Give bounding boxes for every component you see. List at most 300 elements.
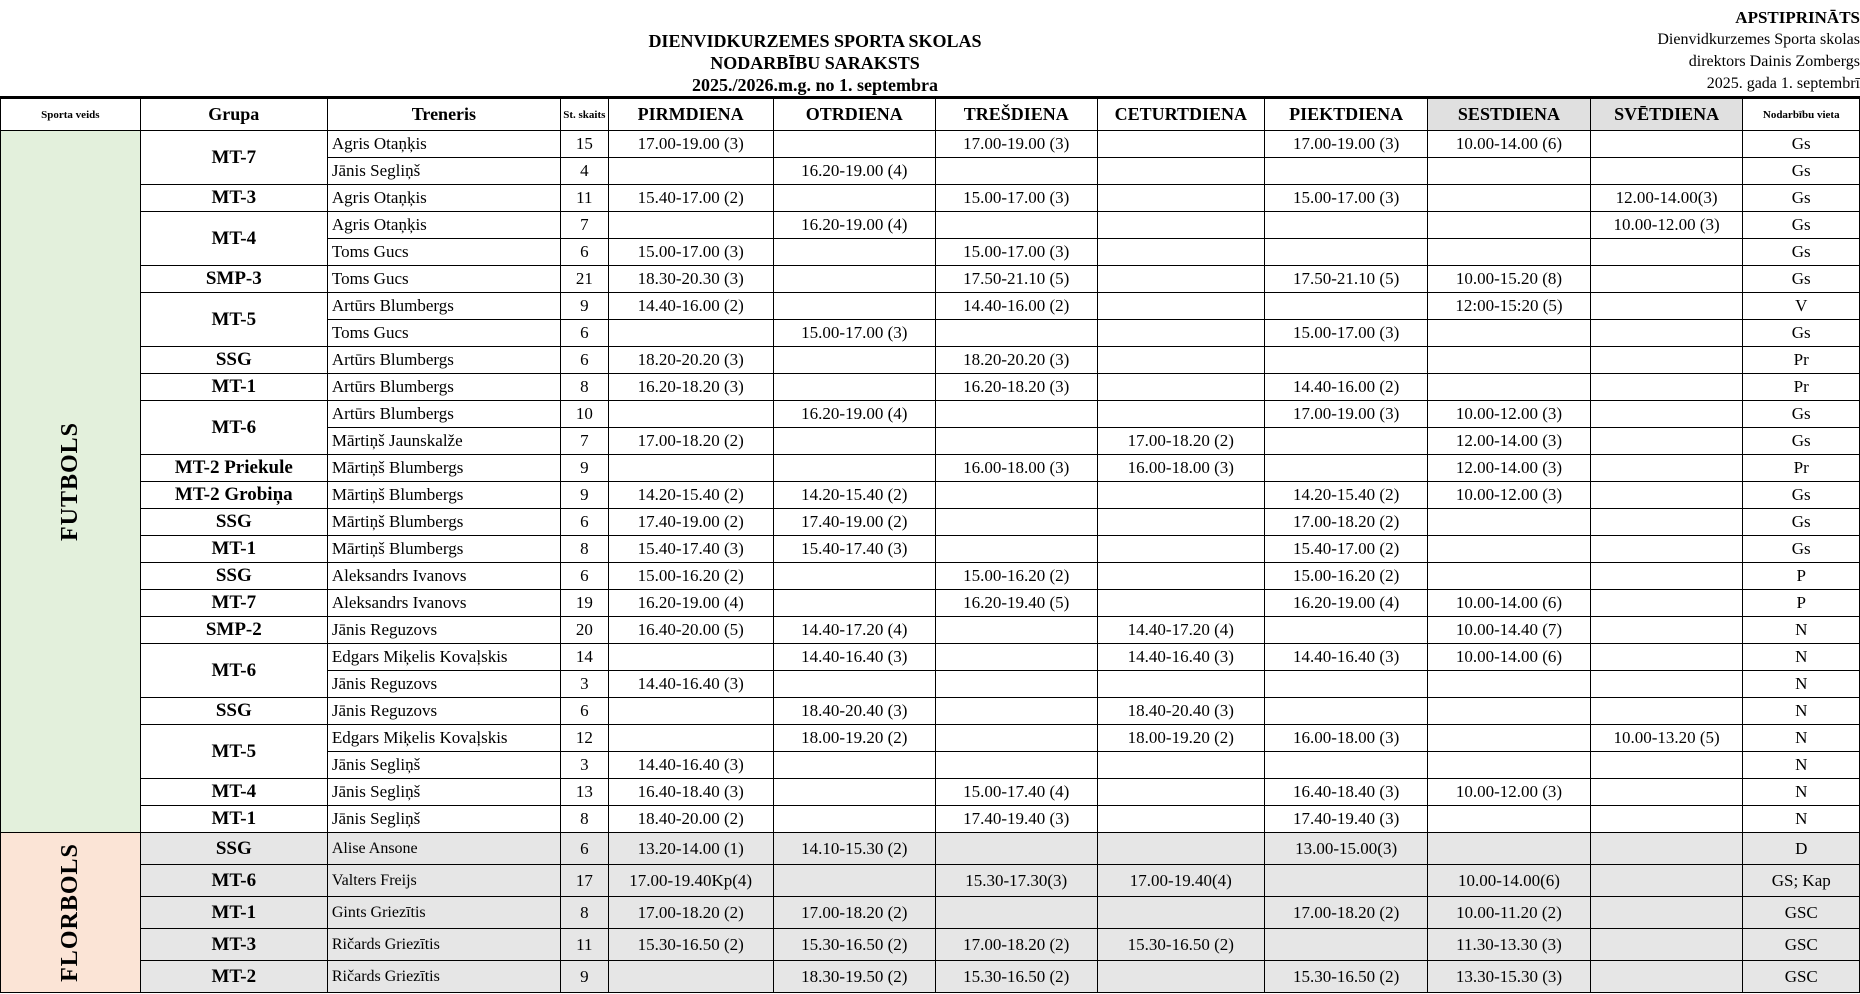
time-cell: 14.40-16.00 (2) [1265,374,1428,401]
time-cell: 17.40-19.00 (2) [608,509,773,536]
coach-cell: Valters Freijs [327,865,560,897]
group-cell: SMP-2 [140,617,327,644]
time-cell: 12.00-14.00(3) [1590,185,1743,212]
col-thursday: CETURTDIENA [1097,98,1265,131]
time-cell [773,865,935,897]
group-cell: MT-5 [140,293,327,347]
place-cell: GS; Kap [1743,865,1860,897]
time-cell [935,617,1097,644]
time-cell [1428,671,1591,698]
time-cell: 13.30-15.30 (3) [1428,961,1591,993]
time-cell: 14.20-15.40 (2) [773,482,935,509]
time-cell [608,961,773,993]
time-cell: 15.00-17.40 (4) [935,779,1097,806]
time-cell [1428,212,1591,239]
time-cell: 14.20-15.40 (2) [608,482,773,509]
table-row [1,185,1860,212]
time-cell [1097,752,1265,779]
time-cell [1265,929,1428,961]
group-cell: MT-2 Grobiņa [140,482,327,509]
time-cell [1428,347,1591,374]
coach-cell: Aleksandrs Ivanovs [327,563,560,590]
time-cell [608,158,773,185]
time-cell: 14.40-17.20 (4) [773,617,935,644]
time-cell: 16.20-19.00 (4) [608,590,773,617]
sport-futbols [1,131,141,833]
table-row [1,865,1860,897]
time-cell [1097,482,1265,509]
title-school: DIENVIDKURZEMES SPORTA SKOLAS [648,31,982,51]
time-cell [1590,644,1743,671]
count-cell: 13 [560,779,608,806]
time-cell [1590,671,1743,698]
time-cell: 10.00-15.20 (8) [1428,266,1591,293]
title-period: 2025./2026.m.g. no 1. septembra [692,75,938,95]
time-cell: 15.40-17.40 (3) [773,536,935,563]
time-cell: 12.00-14.00 (3) [1428,428,1591,455]
time-cell [1590,833,1743,865]
time-cell: 10.00-14.00 (6) [1428,590,1591,617]
time-cell [935,482,1097,509]
group-cell: SSG [140,698,327,725]
place-cell: N [1743,617,1860,644]
place-cell: Pr [1743,374,1860,401]
table-row [1,347,1860,374]
table-row [1,698,1860,725]
place-cell: N [1743,779,1860,806]
col-place: Nodarbību vieta [1743,98,1860,131]
coach-cell: Agris Otaņķis [327,185,560,212]
count-cell: 8 [560,536,608,563]
time-cell: 17.00-19.00 (3) [1265,131,1428,158]
group-cell: SMP-3 [140,266,327,293]
time-cell [608,320,773,347]
place-cell: Gs [1743,509,1860,536]
place-cell: N [1743,806,1860,833]
count-cell: 9 [560,482,608,509]
time-cell [1265,212,1428,239]
time-cell: 17.00-18.20 (2) [773,897,935,929]
time-cell [1097,806,1265,833]
time-cell [1590,779,1743,806]
time-cell [773,752,935,779]
time-cell: 10.00-12.00 (3) [1428,779,1591,806]
time-cell: 16.20-19.40 (5) [935,590,1097,617]
group-cell: MT-1 [140,536,327,563]
time-cell [1590,563,1743,590]
coach-cell: Aleksandrs Ivanovs [327,590,560,617]
time-cell [1097,833,1265,865]
time-cell [935,401,1097,428]
place-cell: GSC [1743,929,1860,961]
time-cell: 10.00-14.00 (6) [1428,644,1591,671]
coach-cell: Artūrs Blumbergs [327,401,560,428]
time-cell [1428,833,1591,865]
col-friday: PIEKTDIENA [1265,98,1428,131]
count-cell: 11 [560,185,608,212]
table-header [1,98,1860,131]
time-cell [1097,374,1265,401]
time-cell [608,644,773,671]
place-cell: N [1743,698,1860,725]
time-cell: 14.40-17.20 (4) [1097,617,1265,644]
time-cell [1428,374,1591,401]
time-cell [1265,617,1428,644]
count-cell: 8 [560,897,608,929]
time-cell: 17.00-19.40Kp(4) [608,865,773,897]
time-cell [1265,158,1428,185]
time-cell: 10.00-12.00 (3) [1428,401,1591,428]
time-cell: 15.30-16.50 (2) [1265,961,1428,993]
time-cell [935,428,1097,455]
time-cell [1428,752,1591,779]
group-cell: MT-1 [140,806,327,833]
time-cell: 16.20-18.20 (3) [935,374,1097,401]
time-cell [1428,806,1591,833]
coach-cell: Toms Gucs [327,320,560,347]
time-cell [935,725,1097,752]
time-cell [1428,698,1591,725]
time-cell [1265,698,1428,725]
time-cell: 15.00-17.00 (3) [608,239,773,266]
time-cell [1590,374,1743,401]
table-row [1,536,1860,563]
coach-cell: Mārtiņš Blumbergs [327,509,560,536]
count-cell: 3 [560,752,608,779]
count-cell: 21 [560,266,608,293]
count-cell: 8 [560,374,608,401]
table-row [1,725,1860,752]
time-cell [1097,212,1265,239]
time-cell [935,897,1097,929]
table-row [1,644,1860,671]
time-cell [1428,185,1591,212]
time-cell: 16.20-19.00 (4) [1265,590,1428,617]
count-cell: 17 [560,865,608,897]
time-cell: 10.00-14.00(6) [1428,865,1591,897]
group-cell: MT-7 [140,590,327,617]
time-cell: 17.00-18.20 (2) [1097,428,1265,455]
count-cell: 7 [560,212,608,239]
time-cell: 17.40-19.40 (3) [935,806,1097,833]
group-cell: SSG [140,563,327,590]
col-count: St. skaits [560,98,608,131]
time-cell: 15.30-16.50 (2) [935,961,1097,993]
time-cell [773,131,935,158]
table-row [1,401,1860,428]
time-cell [1590,428,1743,455]
time-cell [1590,455,1743,482]
time-cell [1097,536,1265,563]
time-cell: 14.40-16.00 (2) [608,293,773,320]
time-cell [773,239,935,266]
count-cell: 14 [560,644,608,671]
time-cell [1265,671,1428,698]
time-cell: 16.00-18.00 (3) [935,455,1097,482]
place-cell: Gs [1743,131,1860,158]
approval-date: 2025. gada 1. septembrī [1706,75,1860,92]
time-cell: 10.00-11.20 (2) [1428,897,1591,929]
time-cell: 10.00-12.00 (3) [1428,482,1591,509]
time-cell: 10.00-12.00 (3) [1590,212,1743,239]
time-cell: 18.20-20.20 (3) [608,347,773,374]
table-row [1,509,1860,536]
time-cell [1265,239,1428,266]
time-cell [1590,698,1743,725]
time-cell [1097,239,1265,266]
time-cell: 17.00-18.20 (2) [608,897,773,929]
time-cell [1590,865,1743,897]
time-cell [1590,293,1743,320]
group-cell: MT-2 Priekule [140,455,327,482]
time-cell [1097,320,1265,347]
approval-block [1657,7,1860,95]
group-cell: MT-2 [140,961,327,993]
coach-cell: Jānis Reguzovs [327,671,560,698]
time-cell: 15.00-17.00 (3) [1265,320,1428,347]
time-cell [935,698,1097,725]
time-cell: 16.20-19.00 (4) [773,401,935,428]
group-cell: MT-3 [140,185,327,212]
place-cell: Gs [1743,239,1860,266]
time-cell [773,293,935,320]
count-cell: 10 [560,401,608,428]
sport-label: FLORBOLS [56,843,83,982]
time-cell [773,185,935,212]
approval-director: direktors Dainis Zombergs [1688,53,1860,70]
coach-cell: Artūrs Blumbergs [327,293,560,320]
time-cell [1590,929,1743,961]
coach-cell: Jānis Segliņš [327,158,560,185]
count-cell: 6 [560,239,608,266]
place-cell: V [1743,293,1860,320]
time-cell: 18.40-20.40 (3) [1097,698,1265,725]
time-cell [608,455,773,482]
time-cell: 14.40-16.40 (3) [608,752,773,779]
table-row [1,929,1860,961]
time-cell [1097,590,1265,617]
title-schedule: NODARBĪBU SARAKSTS [710,53,920,73]
coach-cell: Alise Ansone [327,833,560,865]
place-cell: Gs [1743,428,1860,455]
time-cell [1097,779,1265,806]
time-cell: 16.40-18.40 (3) [608,779,773,806]
place-cell: Gs [1743,401,1860,428]
time-cell: 15.30-16.50 (2) [608,929,773,961]
time-cell [1265,428,1428,455]
time-cell [935,833,1097,865]
table-row [1,806,1860,833]
group-cell: MT-1 [140,897,327,929]
time-cell [1097,897,1265,929]
group-cell: MT-7 [140,131,327,185]
coach-cell: Edgars Miķelis Kovaļskis [327,644,560,671]
group-cell: MT-6 [140,865,327,897]
col-sunday: SVĒTDIENA [1590,98,1743,131]
count-cell: 11 [560,929,608,961]
time-cell: 18.30-19.50 (2) [773,961,935,993]
table-row [1,266,1860,293]
coach-cell: Toms Gucs [327,239,560,266]
time-cell: 15.00-17.00 (3) [935,185,1097,212]
time-cell [935,509,1097,536]
place-cell: Gs [1743,536,1860,563]
time-cell [935,320,1097,347]
time-cell [935,644,1097,671]
time-cell: 13.00-15.00(3) [1265,833,1428,865]
time-cell [1590,131,1743,158]
coach-cell: Edgars Miķelis Kovaļskis [327,725,560,752]
group-cell: MT-6 [140,401,327,455]
count-cell: 12 [560,725,608,752]
table-row [1,563,1860,590]
time-cell: 16.20-19.00 (4) [773,158,935,185]
schedule-table [0,96,1860,993]
time-cell [1097,185,1265,212]
time-cell: 17.00-19.00 (3) [608,131,773,158]
table-row [1,897,1860,929]
table-row [1,293,1860,320]
time-cell: 17.00-18.20 (2) [608,428,773,455]
time-cell [773,374,935,401]
place-cell: P [1743,563,1860,590]
time-cell [608,401,773,428]
place-cell: Pr [1743,347,1860,374]
count-cell: 6 [560,509,608,536]
time-cell [1097,347,1265,374]
table-row [1,617,1860,644]
time-cell [1590,401,1743,428]
time-cell [1097,158,1265,185]
coach-cell: Mārtiņš Blumbergs [327,455,560,482]
time-cell [1590,752,1743,779]
time-cell [773,563,935,590]
table-row [1,374,1860,401]
time-cell [1428,158,1591,185]
time-cell [1097,293,1265,320]
table-row [1,833,1860,865]
time-cell [1590,266,1743,293]
time-cell: 18.20-20.20 (3) [935,347,1097,374]
coach-cell: Jānis Segliņš [327,779,560,806]
time-cell [1590,239,1743,266]
time-cell: 14.40-16.40 (3) [773,644,935,671]
time-cell: 17.40-19.00 (2) [773,509,935,536]
group-cell: MT-3 [140,929,327,961]
time-cell [1097,509,1265,536]
time-cell [1428,239,1591,266]
time-cell [1265,347,1428,374]
col-coach: Treneris [327,98,560,131]
place-cell: Gs [1743,158,1860,185]
place-cell: Gs [1743,185,1860,212]
time-cell [773,671,935,698]
approval-title: APSTIPRINĀTS [1735,8,1860,27]
coach-cell: Jānis Segliņš [327,752,560,779]
place-cell: N [1743,671,1860,698]
count-cell: 20 [560,617,608,644]
time-cell [1097,961,1265,993]
time-cell: 15.00-16.20 (2) [935,563,1097,590]
place-cell: Gs [1743,320,1860,347]
coach-cell: Ričards Griezītis [327,961,560,993]
time-cell: 17.00-18.20 (2) [935,929,1097,961]
table-row [1,779,1860,806]
time-cell: 16.00-18.00 (3) [1265,725,1428,752]
col-monday: PIRMDIENA [608,98,773,131]
coach-cell: Toms Gucs [327,266,560,293]
count-cell: 6 [560,833,608,865]
coach-cell: Mārtiņš Blumbergs [327,536,560,563]
group-cell: SSG [140,833,327,865]
group-cell: MT-1 [140,374,327,401]
coach-cell: Jānis Segliņš [327,806,560,833]
coach-cell: Artūrs Blumbergs [327,347,560,374]
time-cell [1265,293,1428,320]
time-cell: 16.40-18.40 (3) [1265,779,1428,806]
place-cell: N [1743,752,1860,779]
time-cell [1265,865,1428,897]
time-cell [1590,158,1743,185]
table-row [1,455,1860,482]
coach-cell: Gints Griezītis [327,897,560,929]
time-cell [773,806,935,833]
time-cell [773,590,935,617]
time-cell: 11.30-13.30 (3) [1428,929,1591,961]
time-cell [1590,617,1743,644]
col-sport: Sporta veids [1,98,141,131]
place-cell: Gs [1743,482,1860,509]
group-cell: SSG [140,509,327,536]
time-cell [1265,455,1428,482]
time-cell: 18.40-20.00 (2) [608,806,773,833]
time-cell: 18.40-20.40 (3) [773,698,935,725]
time-cell [935,671,1097,698]
table-row [1,482,1860,509]
time-cell: 15.40-17.00 (2) [1265,536,1428,563]
group-cell: MT-4 [140,212,327,266]
place-cell: GSC [1743,961,1860,993]
count-cell: 9 [560,455,608,482]
time-cell: 15.40-17.40 (3) [608,536,773,563]
time-cell: 17.00-18.20 (2) [1265,897,1428,929]
time-cell [1590,482,1743,509]
place-cell: GSC [1743,897,1860,929]
count-cell: 4 [560,158,608,185]
place-cell: N [1743,725,1860,752]
count-cell: 6 [560,320,608,347]
time-cell: 17.00-18.20 (2) [1265,509,1428,536]
time-cell: 16.20-19.00 (4) [773,212,935,239]
time-cell: 15.30-16.50 (2) [1097,929,1265,961]
table-row [1,590,1860,617]
time-cell [773,779,935,806]
place-cell: Gs [1743,212,1860,239]
schedule-title [580,30,1050,96]
count-cell: 8 [560,806,608,833]
time-cell: 14.40-16.40 (3) [1097,644,1265,671]
time-cell: 15.00-16.20 (2) [1265,563,1428,590]
time-cell: 16.40-20.00 (5) [608,617,773,644]
sport-florbols [1,833,141,993]
time-cell: 18.30-20.30 (3) [608,266,773,293]
time-cell [1590,347,1743,374]
sport-label: FUTBOLS [56,421,83,542]
time-cell: 16.00-18.00 (3) [1097,455,1265,482]
time-cell [773,455,935,482]
coach-cell: Mārtiņš Blumbergs [327,482,560,509]
coach-cell: Jānis Reguzovs [327,698,560,725]
